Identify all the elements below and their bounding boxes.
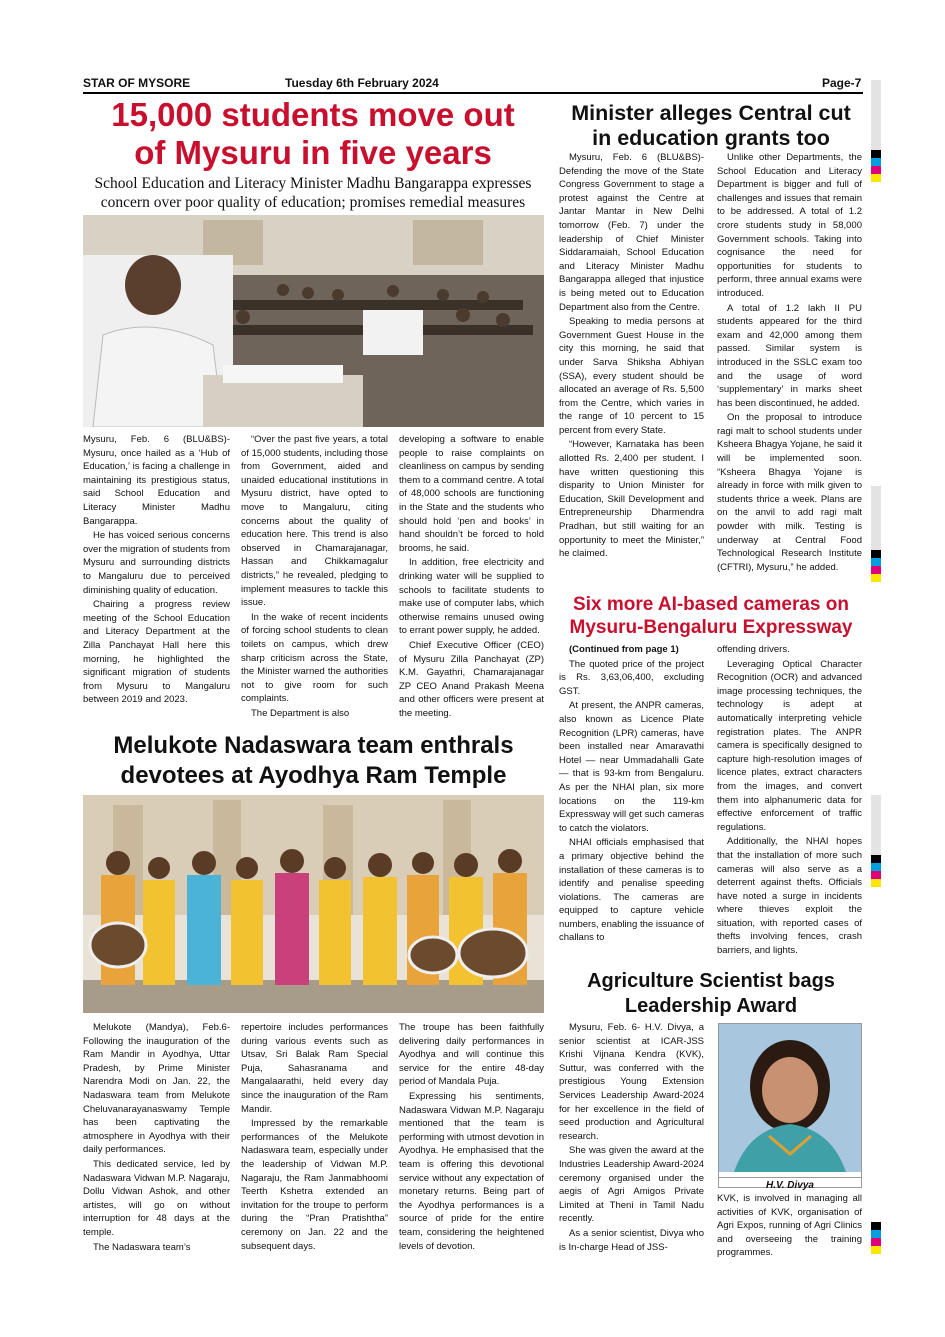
registration-black <box>871 150 881 158</box>
article3-para: Additionally, the NHAI hopes that the installation of more such cameras will also serve as a deterrent against thefts. Officials have noted a surge in incidents where thieves exploit the situation, with reported cases of thefts involving fences, crash barriers, and lights. <box>717 836 862 957</box>
article2-headline-line1: Minister alleges Central cut <box>571 101 851 125</box>
article3-para: Leveraging Optical Character Recognition (OCR) and advanced image processing techniques, the technology is adept at automatically interpreting vehicle registration plates. The ANPR camera is specifically designed to capture high-resolution images of licence plates, extract characters from the images, and convert them into alphanumeric data for effective enforcement of traffic regulations. <box>717 658 862 833</box>
article1-para: The Department is also <box>251 707 350 719</box>
article4-col1 <box>83 1021 230 1261</box>
article2-para: Speaking to media persons at Government Guest House in the city this morning, he said that under Sarva Shiksha Abhiyan (SSA), every student should be allocated an average of Rs. 5,500 from the Centre, which varies in the range of 10 percent to 15 percent from every State. <box>559 316 704 436</box>
registration-strip <box>871 795 881 855</box>
registration-yellow <box>871 879 881 887</box>
registration-strip <box>871 486 881 550</box>
troupe-photo-illustration <box>83 795 544 1013</box>
article4-para: Impressed by the remarkable performances of the Melukote Nadaswara team, especially under the leadership of Vidwan M.P. Nagaraju, the Ram Janmabhoomi Teerth Kshetra extended an invitation for the troupe to perform during the “Pran Pratishtha” ceremony on Jan. 22 and the subsequent days. <box>241 1118 388 1252</box>
article4-para: The Nadaswara team’s <box>93 1241 191 1253</box>
article2-para: “However, Karnataka has been allotted Rs. 2,400 per student. I have written questioning this disparity to Union Minister for Education, Skill Development and Entrepreneurship Dharmendra Pradhan, but still waiting for an opportunity to meet the Minister,” he claimed. <box>559 439 704 560</box>
article2-para: Mysuru, Feb. 6 (BLU&BS)- Defending the move of the State Congress Government to stage a protest against the Centre at Jantar Mantar in New Delhi tomorrow (Feb. 7) under the leadership of Chief Minister Siddaramaiah, School Education and Literacy Minister Madhu Bangarappa alleged that injustice is being meted out to Education Department also from the Centre. <box>559 152 704 313</box>
article2-col1 <box>559 151 704 586</box>
article5-para: Mysuru, Feb. 6- H.V. Divya, a senior scientist at ICAR-JSS Krishi Vijnana Kendra (KVK), Suttur, was conferred with the prestigious Young Extension Services Leadership Award-2024 for her excellence in the field of seed production and Agricultural research. <box>559 1022 704 1142</box>
article2-para: Unlike other Departments, the School Education and Literacy Department is bigger and full of challenges and issues that remain to be addressed. A total of 1.2 crore students study in 58,000 Government schools. Taking into cognisance the need for opportunities for students to perform, three annual exams were introduced. <box>717 152 862 299</box>
registration-black <box>871 550 881 558</box>
article1-subhead-line2: concern over poor quality of education; promises remedial measures <box>100 194 526 211</box>
registration-black <box>871 1222 881 1230</box>
page-number: Page-7 <box>822 76 862 90</box>
article1-col3 <box>399 433 544 723</box>
registration-cyan <box>871 863 881 871</box>
article1-headline <box>83 96 543 172</box>
registration-magenta <box>871 166 881 174</box>
registration-strip <box>871 80 881 150</box>
registration-cyan <box>871 1230 881 1238</box>
article1-col2 <box>241 433 388 723</box>
article5-col1 <box>559 1021 704 1261</box>
registration-black <box>871 855 881 863</box>
article1-para: developing a software to enable people to raise complaints on cleanliness on campus by sending them to a command centre. A total of 48,000 schools are functioning in the State and the students who should hold ‘pen and books’ in hand shouldn’t be forced to hold brooms, he said. <box>399 434 544 554</box>
article4-para: repertoire includes performances during various events such as Utsav, Sri Balak Ram Special Puja, Sahasranama and Mangalaarathi, held every day since the inauguration of the Ram Mandir. <box>241 1022 388 1115</box>
portrait-photo <box>719 1024 861 1172</box>
issue-date: Tuesday 6th February 2024 <box>285 76 439 90</box>
article4-col3 <box>399 1021 544 1261</box>
article5-col2 <box>717 1192 862 1262</box>
article4-para: Melukote (Mandya), Feb.6- Following the inauguration of the Ram Mandir in Ayodhya, Uttar Pradesh, by Prime Minister Narendra Modi on Jan. 22, the Nadaswara team from Melukote Cheluvanarayanaswamy Temple has been captivating the atmosphere in Ayodhya with their daily performances. <box>83 1022 230 1156</box>
article3-headline <box>552 593 870 639</box>
article3-para: NHAI officials emphasised that a primary objective behind the installation of these cameras is to identify and penalise speeding violations. The cameras are equipped to capture vehicle numbers, enabling the issuance of challans to <box>559 837 704 944</box>
article4-headline-line1: Melukote Nadaswara team enthrals <box>113 732 514 759</box>
registration-cyan <box>871 558 881 566</box>
article2-para: A total of 1.2 lakh II PU students appeared for the third exam and 42,000 among them passed. Similar system is introduced in the SSLC exam too and the usage of word ‘supplementary’ in marks sheet has been discontinued, he added. <box>717 302 862 409</box>
article5-para: KVK, is involved in managing all activities of KVK, organisation of Agri Expos, running of Agri Clinics and overseeing the training programmes. <box>717 1193 862 1259</box>
article3-headline-line1: Six more AI-based cameras on <box>573 594 849 615</box>
portrait-caption: H.V. Divya <box>719 1177 861 1193</box>
article1-subhead <box>83 174 543 212</box>
article4-para: This dedicated service, led by Nadaswara Vidwan M.P. Nagaraju, Dollu Vidwan Ashok, and other artistes, will go on without interruption for 48 days at the temple. <box>83 1158 230 1238</box>
registration-yellow <box>871 174 881 182</box>
article3-para: At present, the ANPR cameras, also known as Licence Plate Recognition (LPR) cameras, have been installed near Amaravathi Hotel — near Ummadahalli Gate — that is 93-km from Bengaluru. As per the NHAI plan, six more locations on the 119-km Expressway will get such cameras to catch the violators. <box>559 700 704 834</box>
article1-para: In the wake of recent incidents of forcing school students to clean toilets on campus, which drew sharp criticism across the State, the Minister warned the authorities not to give room for such complaints. <box>241 611 388 705</box>
article1-para: Chairing a progress review meeting of the School Education and Literacy Department at the Zilla Panchayat Hall here this morning, he highlighted the significant migration of students from Mysuru to Mangaluru between 2019 and 2023. <box>83 599 230 706</box>
article3-col2 <box>717 643 862 966</box>
article5-headline <box>552 969 870 1019</box>
registration-cyan <box>871 158 881 166</box>
article2-headline-line2: in education grants too <box>592 126 830 150</box>
article3-col1 <box>559 643 704 966</box>
continued-note: (Continued from page 1) <box>569 644 679 655</box>
article2-col2 <box>717 151 862 586</box>
paper-name: STAR OF MYSORE <box>83 76 191 90</box>
article1-col1 <box>83 433 230 723</box>
article1-subhead-line1: School Education and Literacy Minister Madhu Bangarappa expresses <box>94 175 532 192</box>
registration-magenta <box>871 566 881 574</box>
troupe-photo <box>83 795 544 1013</box>
article4-headline-line2: devotees at Ayodhya Ram Temple <box>120 762 507 789</box>
article1-para: He has voiced serious concerns over the migration of students from Mysuru and surrounding districts to Mangaluru due to perceived diminishing quality of education. <box>83 530 230 596</box>
meeting-photo <box>83 215 544 427</box>
article4-para: The troupe has been faithfully delivering daily performances in Ayodhya and will continue this service for the entire 48-day period of Mandala Puja. <box>399 1022 544 1088</box>
article1-headline-line2: of Mysuru in five years <box>134 134 492 171</box>
registration-yellow <box>871 1246 881 1254</box>
article5-headline-line2: Leadership Award <box>624 995 798 1017</box>
article3-headline-line2: Mysuru-Bengaluru Expressway <box>569 617 853 638</box>
masthead-rule <box>83 92 863 94</box>
article1-para: Chief Executive Officer (CEO) of Mysuru Zilla Panchayat (ZP) K.M. Gayathri, Chamarajanagar ZP CEO Anand Prakash Meena and other officers were present at the meeting. <box>399 639 544 719</box>
registration-magenta <box>871 871 881 879</box>
article4-headline <box>83 731 544 791</box>
article2-para: On the proposal to introduce ragi malt to school students under Ksheera Bhagya Yojane, he said it will be implemented soon. “Ksheera Bhagya Yojane is already in force with milk given to students thrice a week. Plans are on the anvil to add ragi malt powder with milk. Testing is underway at Central Food Technological Research Institute (CFTRI), Mysuru,” he added. <box>717 412 862 573</box>
article1-para: Mysuru, Feb. 6 (BLU&BS)- Mysuru, once hailed as a ‘Hub of Education,’ is facing a challenge in maintaining its prestigious status, said School Education and Literacy Minister Madhu Bangarappa. <box>83 434 230 527</box>
article3-para: The quoted price of the project is Rs. 3,63,06,400, excluding GST. <box>559 658 704 697</box>
article4-para: Expressing his sentiments, Nadaswara Vidwan M.P. Nagaraju mentioned that the team is performing with utmost devotion in Ayodhya. He emphasised that the team is offering this devotional service without any expectation of monetary returns. Being part of the Ayodhya performances is a source of pride for the entire team, considering the heightened levels of devotion. <box>399 1090 544 1252</box>
article2-headline <box>552 101 870 151</box>
registration-magenta <box>871 1238 881 1246</box>
article5-para: She was given the award at the Industries Leadership Award-2024 ceremony organised under the aegis of Agri Amigos Private Limited at Theni in Tamil Nadu recently. <box>559 1145 704 1225</box>
article5-headline-line1: Agriculture Scientist bags <box>587 970 835 992</box>
registration-yellow <box>871 574 881 582</box>
article1-para: In addition, free electricity and drinking water will be supplied to schools to facilitate students to make use of computer labs, which otherwise remains unused owing to errant power supply, he added. <box>399 557 544 637</box>
article1-headline-line1: 15,000 students move out <box>111 96 515 133</box>
article5-para: As a senior scientist, Divya who is In-charge Head of JSS- <box>559 1227 704 1253</box>
article1-para: “Over the past five years, a total of 15,000 students, including those from Government, aided and unaided educational institutions in Mysuru district, have opted to move to Mangaluru, citing concerns about the quality of education here. This trend is also observed in Chamarajanagar, Hassan and Chikkamagalur districts,” he revealed, pledging to implement measures to tackle this issue. <box>241 434 388 609</box>
article3-para: offending drivers. <box>717 644 790 655</box>
meeting-photo-illustration <box>83 215 544 427</box>
article4-col2 <box>241 1021 388 1261</box>
portrait-frame <box>718 1023 862 1191</box>
